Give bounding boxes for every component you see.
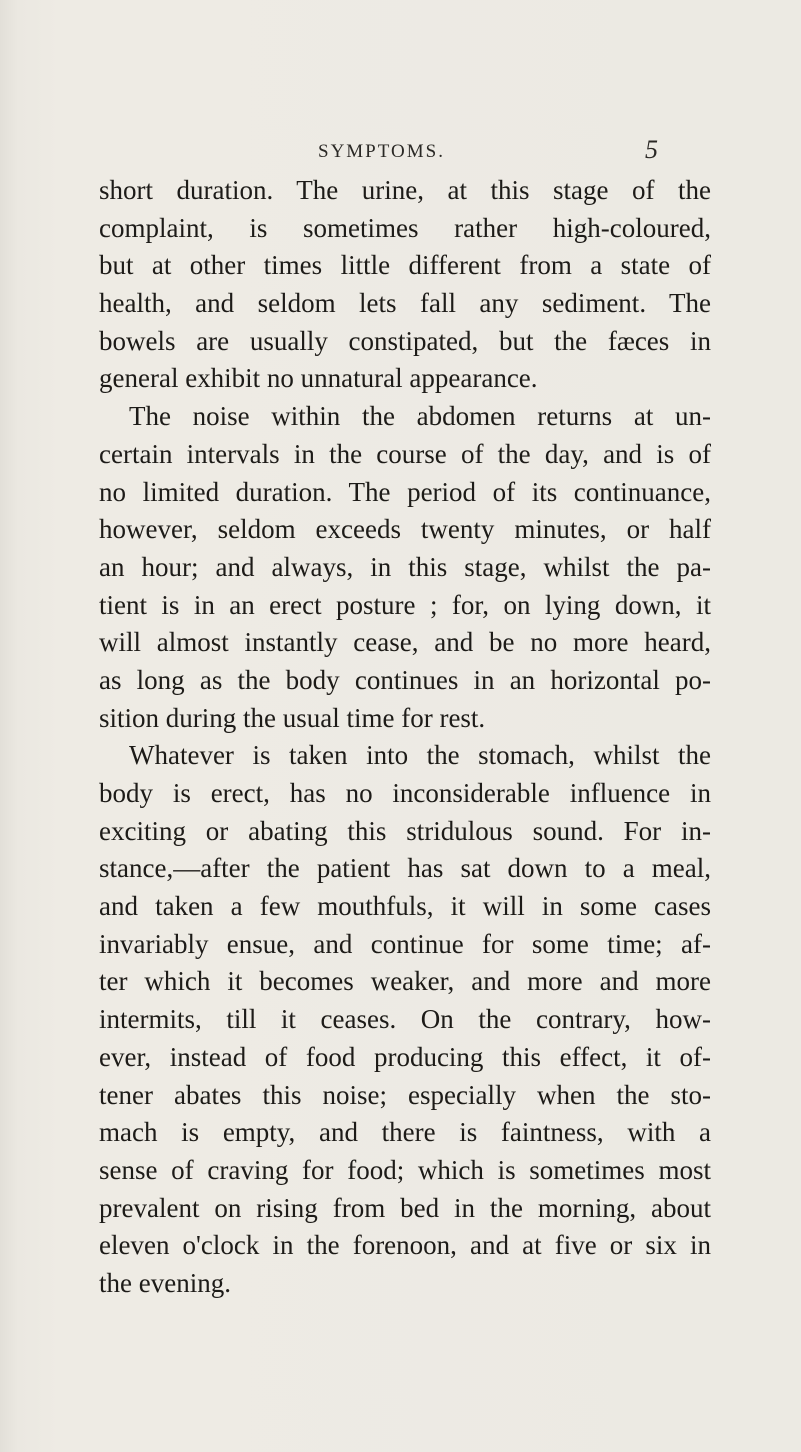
text-line: intermits, till it ceases. On the contrary, how- — [99, 1004, 711, 1035]
text-line: tener abates this noise; especially when the sto- — [99, 1079, 711, 1110]
text-line: invariably ensue, and continue for some time; af- — [99, 928, 711, 959]
text-line: eleven o'clock in the forenoon, and at five or six in — [99, 1230, 711, 1261]
running-head: SYMPTOMS. — [318, 141, 445, 162]
text-line: will almost instantly cease, and be no more heard, — [99, 627, 711, 658]
text-line: the evening. — [99, 1267, 231, 1298]
text-line: as long as the body continues in an horizontal po- — [99, 664, 711, 695]
text-line: exciting or abating this stridulous sound. For in- — [99, 815, 711, 846]
text-line: short duration. The urine, at this stage of the — [99, 175, 711, 205]
text-line: sition during the usual time for rest. — [99, 702, 486, 733]
text-line: prevalent on rising from bed in the morning, about — [99, 1192, 711, 1223]
text-line: however, seldom exceeds twenty minutes, or half — [99, 514, 711, 545]
text-line: tient is in an erect posture ; for, on lying down, it — [99, 589, 711, 620]
text-line: sense of craving for food; which is sometimes most — [99, 1154, 711, 1185]
text-line: general exhibit no unnatural appearance. — [99, 363, 538, 394]
page-header — [0, 135, 801, 171]
text-line: stance,—after the patient has sat down to a meal, — [99, 853, 711, 884]
text-line: bowels are usually constipated, but the fæces in — [99, 325, 711, 356]
text-line: body is erect, has no inconsiderable influence in — [99, 778, 711, 808]
body-text — [99, 172, 711, 1303]
text-line: Whatever is taken into the stomach, whilst the — [129, 740, 711, 771]
text-line: certain intervals in the course of the day, and is of — [99, 438, 711, 469]
text-line: but at other times little different from a state of — [99, 250, 711, 281]
text-line: an hour; and always, in this stage, whilst the pa- — [99, 551, 711, 582]
text-line: The noise within the abdomen returns at un- — [129, 401, 711, 432]
text-line: mach is empty, and there is faintness, with a — [99, 1117, 711, 1148]
text-line: and taken a few mouthfuls, it will in some cases — [99, 891, 711, 922]
text-line: ever, instead of food producing this effect, it of- — [99, 1041, 711, 1072]
text-line: complaint, is sometimes rather high-coloured, — [99, 212, 711, 243]
text-line: ter which it becomes weaker, and more and more — [99, 966, 711, 997]
page-number: 5 — [645, 135, 658, 164]
text-line: health, and seldom lets fall any sediment. The — [99, 288, 711, 319]
text-line: no limited duration. The period of its continuance, — [99, 476, 711, 507]
